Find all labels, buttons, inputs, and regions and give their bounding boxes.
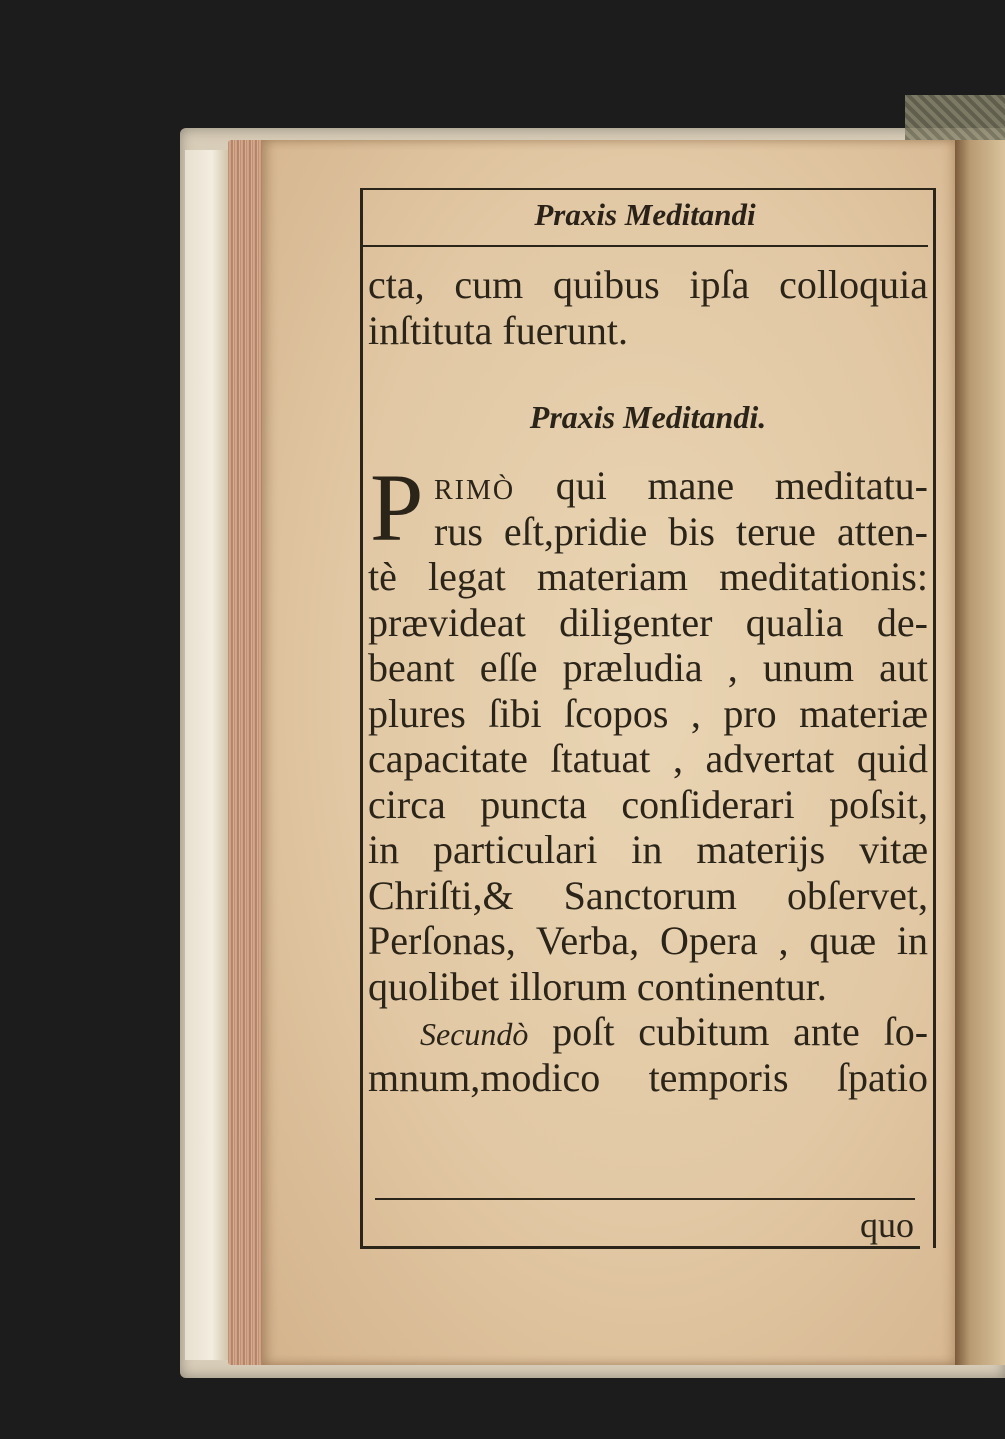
text-line: Perſonas, Verba, Opera , quæ in	[368, 918, 928, 963]
text-line: prævideat diligenter qualia de-	[368, 599, 928, 645]
frame-bottom-rule	[360, 1246, 920, 1249]
facing-page-edge	[955, 140, 1005, 1365]
binding-fabric	[905, 95, 1005, 140]
text-line: plures ſibi ſcopos , pro materiæ	[368, 690, 928, 736]
text-line: mnum,modico temporis ſpatio	[368, 1054, 928, 1100]
text-line: quolibet illorum continentur.	[368, 963, 827, 1009]
text-line: capacitate ſtatuat , advertat quid	[368, 736, 928, 781]
text-line: inſtituta fuerunt.	[368, 307, 628, 353]
text-line: rus eſt,pridie bis terue atten-	[434, 508, 928, 554]
text-line: cta, cum quibus ipſa colloquia	[368, 262, 928, 307]
italic-word: Secundò	[420, 1016, 529, 1052]
spine-strip	[185, 150, 231, 1360]
text-line: tè legat materiam meditationis:	[368, 554, 928, 599]
smallcaps-word: rimò	[434, 463, 516, 508]
drop-cap: P	[370, 454, 424, 561]
text-line: circa puncta conſiderari poſsit,	[368, 781, 928, 827]
section-title: Praxis Meditandi.	[529, 399, 767, 435]
text-line: Chriſti,& Sanctorum obſervet,	[368, 872, 928, 918]
text-line	[368, 463, 928, 509]
page-text	[368, 262, 928, 1100]
line-rest: qui mane meditatu-	[555, 463, 928, 508]
footer-rule	[375, 1198, 915, 1200]
running-head: Praxis Meditandi	[534, 197, 756, 232]
header-rule	[362, 245, 928, 247]
paragraph-primo	[368, 454, 928, 1009]
text-line: beant eſſe præludia , unum aut	[368, 645, 928, 690]
text-line: in particulari in materijs vitæ	[368, 827, 928, 872]
paragraph-secundo	[368, 1009, 928, 1100]
line-rest: poſt cubitum ante ſo-	[552, 1009, 928, 1054]
text-line	[368, 1009, 928, 1055]
catchword: quo	[860, 1205, 914, 1245]
